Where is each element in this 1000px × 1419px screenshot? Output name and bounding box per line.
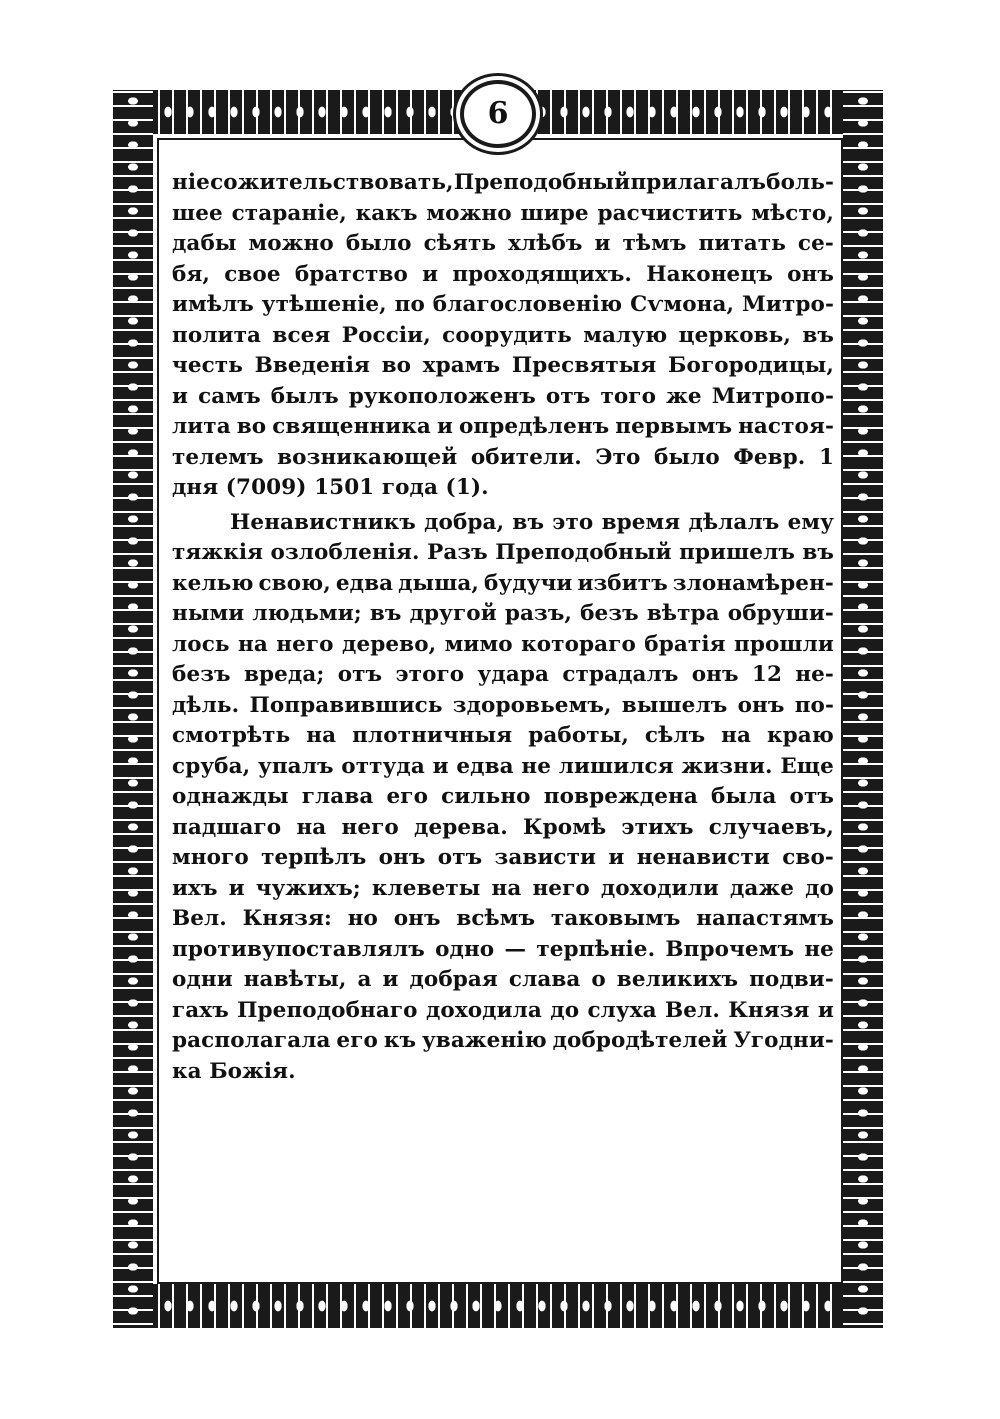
- text-line: [172, 321, 834, 352]
- word: мѣсто,: [751, 200, 834, 226]
- word: честь: [172, 353, 243, 378]
- word: противупоставлялъ: [172, 936, 425, 962]
- word: онъ: [787, 261, 834, 287]
- text-line: [172, 412, 834, 443]
- word: расчистить: [597, 200, 743, 226]
- word: страдалъ: [562, 662, 679, 687]
- word: въ: [369, 601, 402, 626]
- word: Это: [595, 444, 641, 470]
- word: на: [238, 631, 268, 657]
- word: Февр.: [733, 444, 806, 470]
- word: ему: [787, 509, 834, 535]
- word: лишился: [558, 753, 674, 779]
- word: озлобленія.: [270, 540, 420, 565]
- word: свое: [224, 261, 281, 287]
- word: въ: [512, 509, 545, 535]
- word: располагала: [172, 1028, 331, 1053]
- text-line: [172, 691, 834, 722]
- word: навѣты,: [243, 967, 347, 992]
- word: падшаго: [172, 814, 282, 840]
- word: чужихъ;: [255, 875, 361, 901]
- word: и: [422, 261, 439, 287]
- word: и: [436, 414, 453, 439]
- word: же: [666, 383, 702, 409]
- word: было: [345, 231, 412, 256]
- word: оттуда: [341, 753, 425, 779]
- word: плотничныя: [352, 723, 513, 748]
- word: (1).: [445, 475, 489, 500]
- word: доходили: [600, 875, 719, 901]
- word: Пресвятыя: [511, 353, 657, 378]
- word: до: [550, 997, 580, 1023]
- text-line: [172, 168, 834, 199]
- word: дабы: [172, 231, 237, 256]
- word: Князя:: [242, 906, 332, 931]
- word: питать: [698, 231, 786, 256]
- word: великихъ: [616, 967, 739, 992]
- word: едва: [335, 570, 394, 596]
- word: Князя: [728, 997, 810, 1023]
- word: отъ: [337, 662, 383, 687]
- word: онъ: [691, 662, 739, 687]
- word: жизни.: [681, 753, 773, 779]
- word: терпѣлъ: [261, 845, 367, 870]
- word: этихъ: [621, 814, 694, 840]
- word: того: [600, 383, 657, 409]
- word: его: [336, 1028, 378, 1053]
- word: Митро-: [742, 292, 834, 317]
- word: Вел.: [665, 997, 720, 1023]
- word: сруба,: [172, 753, 251, 779]
- word: первымъ: [615, 414, 733, 439]
- word: таковымъ: [550, 906, 681, 931]
- text-line: [172, 752, 834, 783]
- text-line: [172, 508, 834, 539]
- word: благословенію: [432, 292, 623, 317]
- word: не: [521, 753, 551, 779]
- word: церковь,: [678, 322, 791, 348]
- text-line: [172, 813, 834, 844]
- word: утѣшеніе,: [261, 292, 387, 317]
- text-line: [172, 382, 834, 413]
- word: него: [276, 631, 334, 657]
- word: въ: [802, 540, 834, 565]
- text-line: [172, 874, 834, 905]
- word: сѣлъ: [644, 723, 706, 748]
- word: проходящихъ.: [452, 261, 633, 287]
- word: работы,: [528, 723, 629, 748]
- word: Божія.: [209, 1058, 296, 1084]
- word: всѣмъ: [456, 906, 536, 931]
- word: тѣмъ: [622, 231, 687, 256]
- word: глава: [301, 784, 374, 809]
- body-text: [172, 168, 834, 1087]
- word: его: [386, 784, 429, 809]
- word: него: [532, 875, 590, 901]
- word: (7009): [225, 475, 307, 500]
- word: была: [711, 784, 777, 809]
- word: и: [594, 231, 611, 256]
- word: соорудить: [442, 322, 572, 348]
- word: можно: [248, 231, 334, 256]
- word: ненависти: [636, 845, 770, 870]
- word: Вел.: [172, 906, 227, 931]
- word: стараніе,: [231, 200, 347, 226]
- word: братство: [294, 261, 408, 287]
- word: подви-: [749, 967, 834, 992]
- word: одно: [435, 936, 495, 962]
- word: Россіи,: [341, 322, 431, 348]
- word: обители.: [470, 444, 582, 470]
- text-line: [172, 721, 834, 752]
- text-line: [172, 935, 834, 966]
- word: и: [817, 997, 834, 1023]
- word: удара: [477, 662, 550, 687]
- word: разъ,: [504, 601, 573, 626]
- word: людьми;: [252, 601, 362, 626]
- word: сво-: [782, 845, 834, 870]
- word: терпѣніе.: [536, 936, 656, 962]
- word: онъ: [737, 692, 785, 718]
- word: по: [394, 292, 425, 317]
- word: дерева.: [414, 814, 508, 840]
- word: слава: [508, 967, 581, 992]
- text-line: [172, 843, 834, 874]
- word: настоя-: [738, 414, 834, 439]
- word: малую: [583, 322, 668, 348]
- word: вышелъ: [621, 692, 728, 718]
- word: повреждена: [543, 784, 698, 809]
- word: священника: [272, 414, 431, 439]
- word: во: [236, 414, 267, 439]
- word: безъ: [580, 601, 639, 626]
- word: отъ: [545, 383, 591, 409]
- text-line: [172, 904, 834, 935]
- text-line: [172, 538, 834, 569]
- word: сѣять: [423, 231, 497, 256]
- word: Наконецъ: [646, 261, 773, 287]
- text-line: [172, 260, 834, 291]
- word: онъ: [393, 906, 441, 931]
- word: котораго: [521, 631, 636, 657]
- word: имѣлъ: [172, 292, 254, 317]
- word: всея: [272, 322, 331, 348]
- word: уваженію: [421, 1028, 547, 1053]
- word: добродѣтелей: [552, 1028, 728, 1053]
- word: напастямъ: [696, 906, 834, 931]
- word: тяжкія: [172, 540, 264, 565]
- word: и: [432, 753, 449, 779]
- word: одни: [172, 967, 233, 992]
- word: до: [805, 875, 834, 901]
- word: Угодни-: [733, 1028, 834, 1053]
- text-line: [172, 965, 834, 996]
- word: а: [357, 967, 372, 992]
- word: возникающей: [277, 444, 458, 470]
- word: добрая: [409, 967, 498, 992]
- word: Введенія: [254, 353, 370, 378]
- text-line: [172, 290, 834, 321]
- frame-border-left: [113, 90, 153, 1328]
- text-line: [172, 199, 834, 230]
- word: дыша,: [398, 570, 480, 596]
- word: дѣлалъ: [688, 509, 780, 535]
- word: Впрочемъ: [665, 936, 795, 962]
- word: на: [721, 723, 752, 748]
- word: доходила: [425, 997, 542, 1023]
- word: въ: [802, 322, 834, 348]
- word: не: [804, 936, 834, 962]
- word: сильно: [441, 784, 531, 809]
- frame-border-right: [843, 90, 883, 1328]
- word: не-: [795, 662, 834, 687]
- word: Преподобный: [453, 170, 631, 195]
- word: Преподобнаго: [237, 997, 418, 1023]
- word: дѣль.: [172, 692, 240, 718]
- word: избитъ: [577, 570, 668, 596]
- word: клеветы: [371, 875, 481, 901]
- word: другой: [409, 601, 497, 626]
- word: будучи: [483, 570, 573, 596]
- text-line: [172, 599, 834, 630]
- word: онъ: [378, 845, 426, 870]
- word: братія: [644, 631, 726, 657]
- word: вѣтра: [646, 601, 720, 626]
- word: Богородицы,: [668, 353, 834, 378]
- word: дерево,: [342, 631, 437, 657]
- word: во: [381, 353, 412, 378]
- word: Сѵмона,: [630, 292, 735, 317]
- word: смотрѣть: [172, 723, 291, 748]
- word: опредѣленъ: [458, 414, 610, 439]
- word: се-: [797, 231, 834, 256]
- word: 1: [818, 444, 834, 470]
- word: упалъ: [257, 753, 334, 779]
- word: ихъ: [172, 875, 218, 901]
- word: гахъ: [172, 997, 229, 1023]
- word: Кромѣ: [523, 814, 607, 840]
- text-line: [172, 1057, 834, 1088]
- word: храмъ: [422, 353, 501, 378]
- word: отъ: [437, 845, 483, 870]
- word: отъ: [789, 784, 834, 809]
- text-line: [172, 996, 834, 1027]
- word: прошли: [733, 631, 834, 657]
- word: и: [172, 383, 189, 409]
- word: лось: [172, 631, 230, 657]
- word: можно: [426, 200, 512, 226]
- word: здоровьемъ,: [452, 692, 612, 718]
- word: Еще: [780, 753, 834, 779]
- word: прилагалъ: [630, 170, 766, 195]
- word: Ненавистникъ: [230, 509, 416, 535]
- word: боль-: [766, 170, 834, 195]
- word: и: [228, 875, 245, 901]
- word: 12: [751, 662, 783, 687]
- word: къ: [383, 1028, 417, 1053]
- word: на: [306, 723, 337, 748]
- word: хлѣбъ: [508, 231, 583, 256]
- word: краю: [767, 723, 834, 748]
- word: было: [654, 444, 720, 470]
- word: года: [381, 475, 439, 500]
- word: него: [341, 814, 399, 840]
- word: едва: [456, 753, 514, 779]
- word: мимо: [444, 631, 513, 657]
- frame-border-bottom: [113, 1284, 883, 1328]
- word: зависти: [494, 845, 597, 870]
- word: но: [347, 906, 378, 931]
- word: келью: [172, 570, 254, 596]
- word: ка: [172, 1058, 202, 1084]
- text-line: [172, 782, 834, 813]
- word: и: [608, 845, 625, 870]
- word: этого: [395, 662, 465, 687]
- word: шире: [520, 200, 589, 226]
- word: обруши-: [727, 601, 834, 626]
- word: вреда;: [243, 662, 325, 687]
- word: Разъ: [427, 540, 488, 565]
- word: шее: [172, 200, 223, 226]
- word: время: [601, 509, 681, 535]
- word: 1501: [314, 475, 375, 500]
- word: безъ: [172, 662, 231, 687]
- text-line: [172, 443, 834, 474]
- word: телемъ: [172, 444, 264, 470]
- text-line: [172, 660, 834, 691]
- word: даже: [729, 875, 795, 901]
- word: слуха: [587, 997, 657, 1023]
- text-line: [172, 1026, 834, 1057]
- word: злонамѣрен-: [672, 570, 834, 596]
- word: какъ: [355, 200, 418, 226]
- word: лита: [172, 414, 231, 439]
- word: —: [504, 936, 527, 962]
- word: это: [552, 509, 594, 535]
- word: былъ: [270, 383, 339, 409]
- word: на: [296, 814, 327, 840]
- word: ными: [172, 601, 245, 626]
- word: Поправившись: [249, 692, 443, 718]
- word: свою,: [258, 570, 331, 596]
- word: много: [172, 845, 249, 870]
- word: на: [491, 875, 522, 901]
- text-line: [172, 229, 834, 260]
- word: бя,: [172, 261, 211, 287]
- word: по-: [794, 692, 834, 718]
- word: сожительствовать,: [210, 170, 454, 195]
- word: пришелъ: [679, 540, 795, 565]
- word: случаевъ,: [708, 814, 834, 840]
- word: однажды: [172, 784, 289, 809]
- text-line: [172, 473, 834, 504]
- word: рукоположенъ: [348, 383, 536, 409]
- word: Преподобный: [495, 540, 672, 565]
- word: добра,: [424, 509, 505, 535]
- word: и: [382, 967, 399, 992]
- text-line: [172, 569, 834, 600]
- text-line: [172, 630, 834, 661]
- text-line: [172, 351, 834, 382]
- word: полита: [172, 322, 262, 348]
- word: самъ: [198, 383, 261, 409]
- word: ніе: [172, 170, 210, 195]
- word: о: [591, 967, 606, 992]
- page-number: 6: [460, 80, 536, 148]
- word: дня: [172, 475, 219, 500]
- word: Митропо-: [711, 383, 834, 409]
